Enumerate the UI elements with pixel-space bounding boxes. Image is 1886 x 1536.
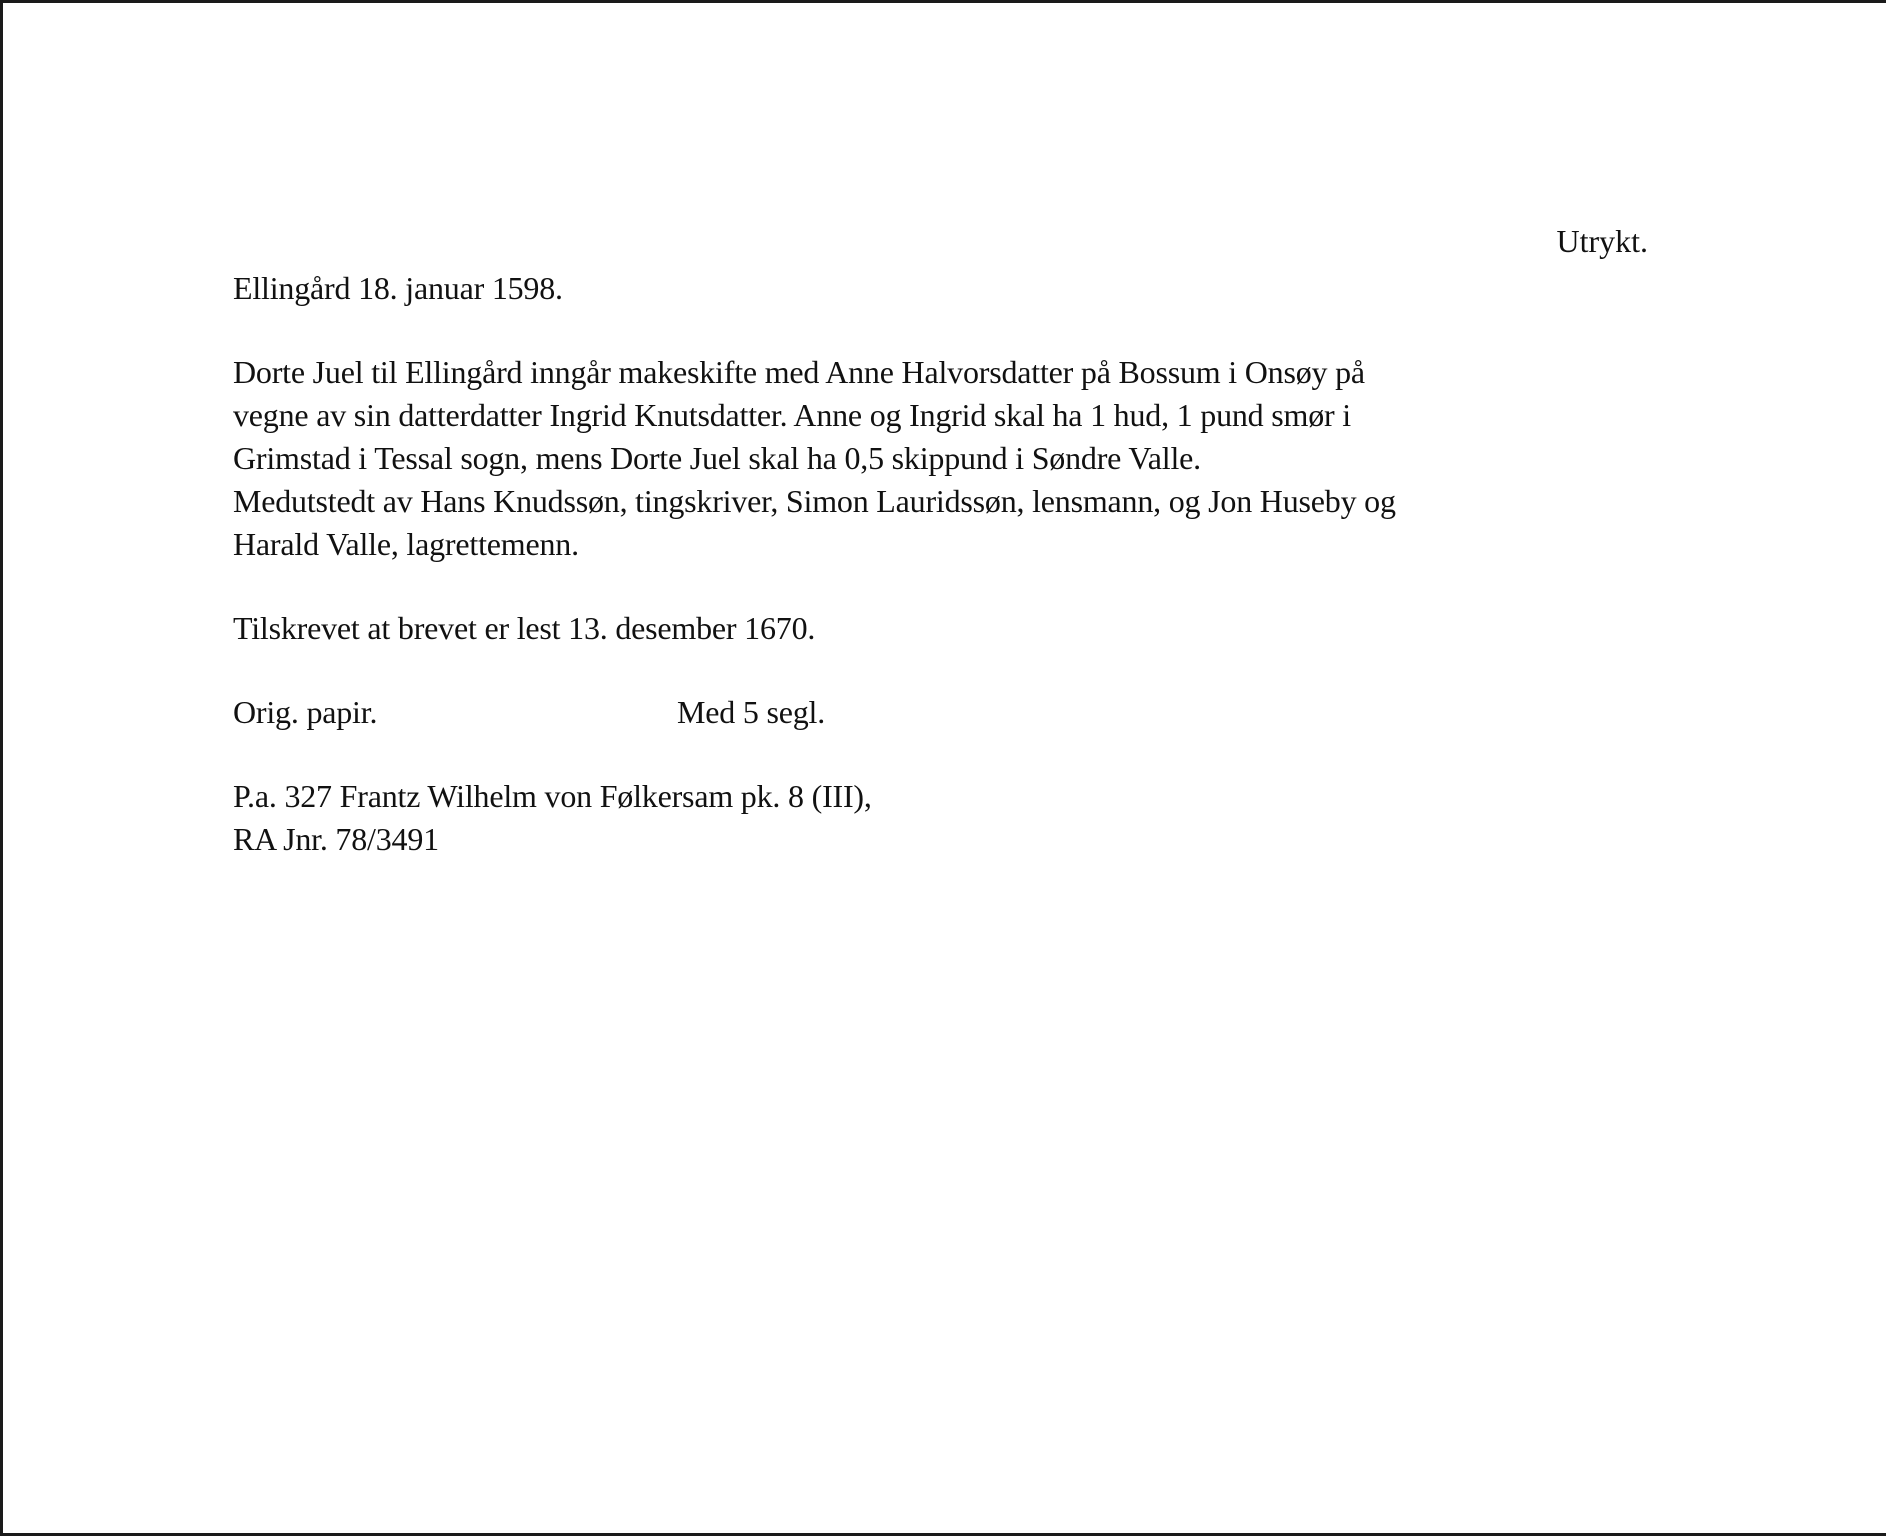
co-issuers-line: Medutstedt av Hans Knudssøn, tingskriver, Simon Lauridssøn, lensmann, og Jon Huseby og [233,483,1396,519]
archive-reference [233,775,1653,861]
place-and-date: Ellingård 18. januar 1598. [233,270,563,306]
publication-status: Utrykt. [1556,223,1648,259]
co-issuers-line: Harald Valle, lagrettemenn. [233,526,579,562]
archive-reference-line: P.a. 327 Frantz Wilhelm von Følkersam pk. 8 (III), [233,778,872,814]
record-content [233,267,1653,861]
original-material: Orig. papir. [233,694,378,730]
summary-line: Grimstad i Tessal sogn, mens Dorte Juel skal ha 0,5 skippund i Søndre Valle. [233,440,1201,476]
archive-reference-line: RA Jnr. 78/3491 [233,821,439,857]
seal-count: Med 5 segl. [677,694,826,730]
summary-paragraph [233,351,1653,480]
summary-line: vegne av sin datterdatter Ingrid Knutsdatter. Anne og Ingrid skal ha 1 hud, 1 pund smør i [233,397,1351,433]
material-information [233,691,1653,734]
summary-line: Dorte Juel til Ellingård inngår makeskifte med Anne Halvorsdatter på Bossum i Onsøy på [233,354,1365,390]
co-issuers-paragraph [233,480,1653,566]
reading-note: Tilskrevet at brevet er lest 13. desember 1670. [233,610,816,646]
